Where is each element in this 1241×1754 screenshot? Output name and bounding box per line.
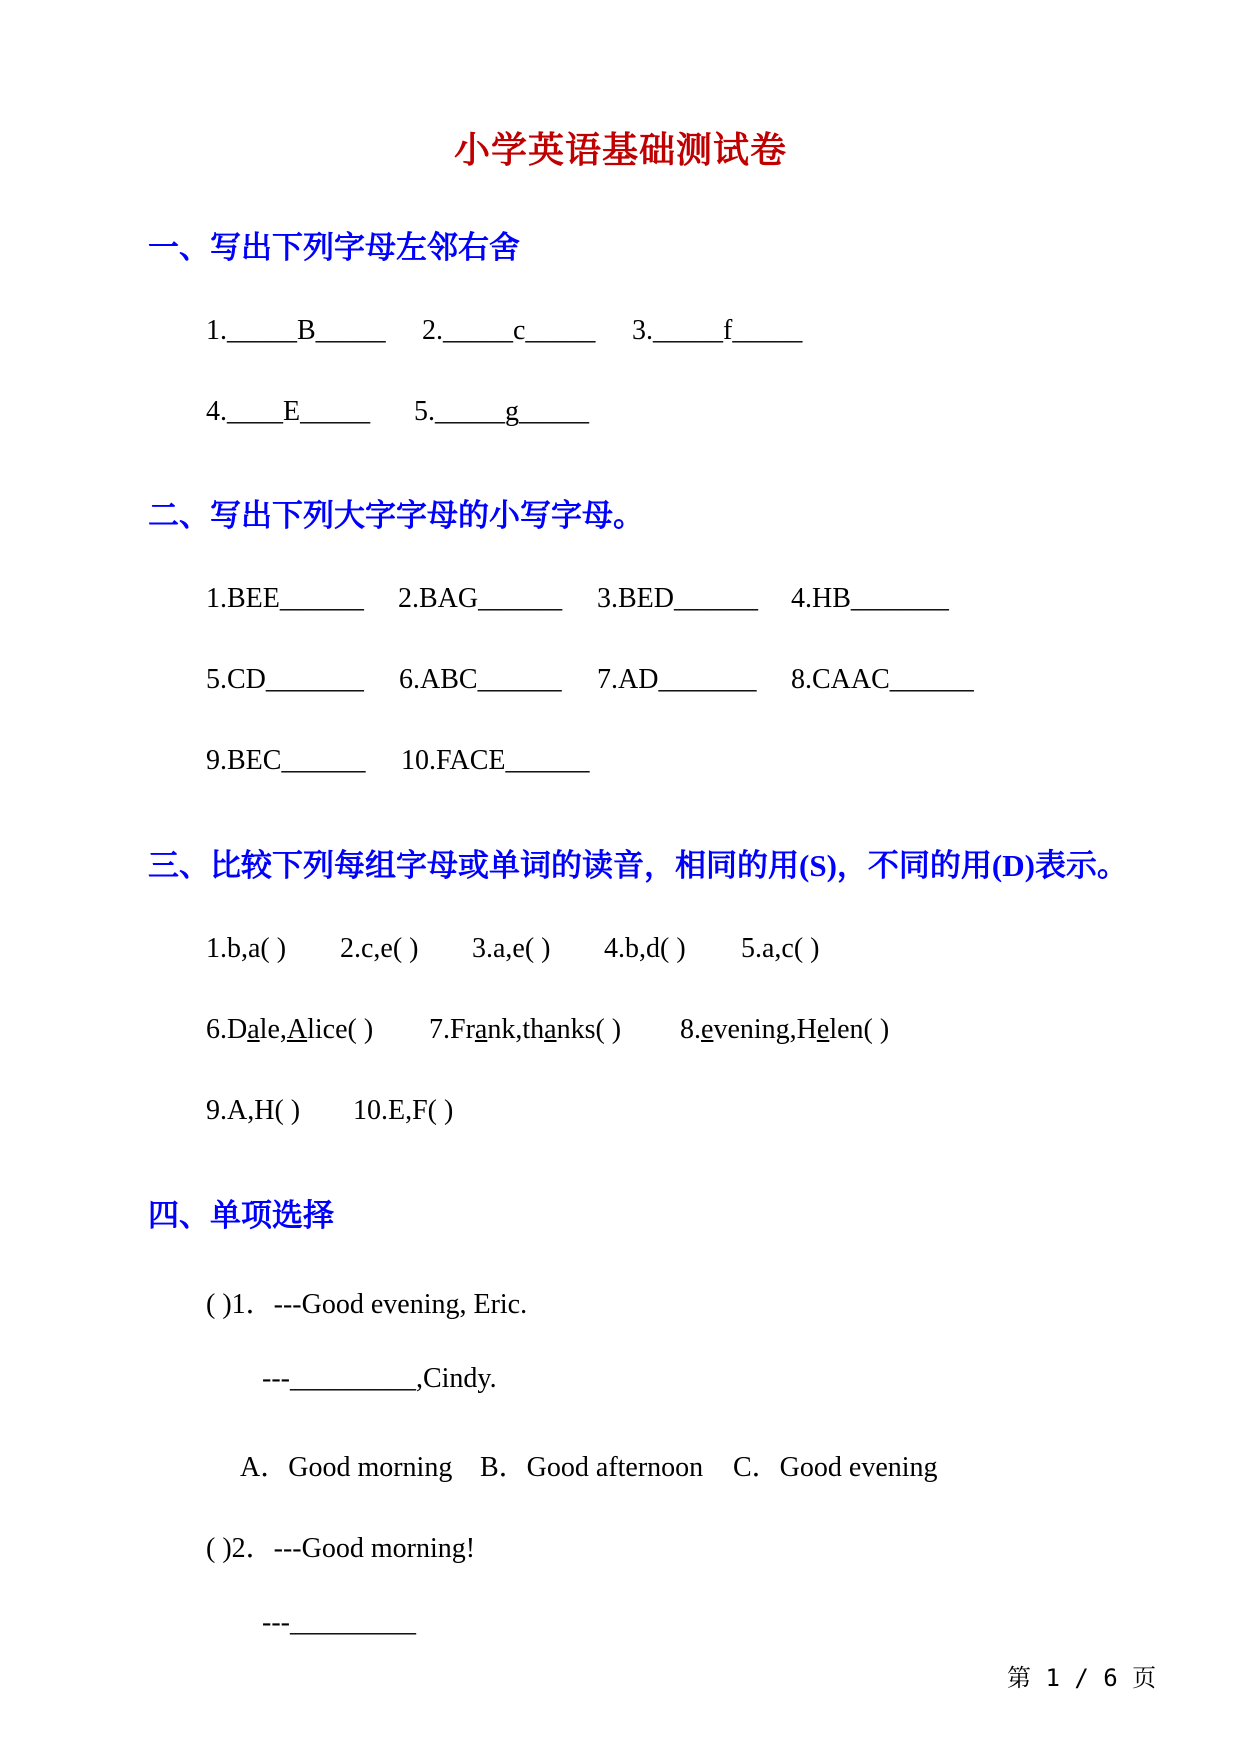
underlined-letter: a <box>474 1014 488 1045</box>
page-title: 小学英语基础测试卷 <box>453 130 787 171</box>
section-1-heading: 一、写出下列字母左邻右舍 <box>148 230 520 266</box>
text-part: le, <box>259 1014 287 1045</box>
question-1-answer: ---_________,Cindy. <box>262 1363 497 1394</box>
blank-item: 9.BEC______ <box>206 745 366 776</box>
text-part: 6.D <box>206 1014 248 1045</box>
text-part: len( ) <box>829 1014 890 1045</box>
compare-item: 3.a,e( ) <box>472 933 551 964</box>
question-1-stem: ( )1．---Good evening, Eric. <box>206 1289 528 1320</box>
blank-item: 3.BED______ <box>597 583 758 614</box>
text-part: vening,H <box>713 1014 817 1045</box>
blank-item: 4.____E_____ <box>206 396 371 427</box>
heading-text: (S) <box>799 848 837 883</box>
blank-item: 1._____B_____ <box>206 315 386 346</box>
blank-item: 3._____f_____ <box>632 315 803 346</box>
section-4-heading: 四、单项选择 <box>148 1198 334 1234</box>
heading-text: ，不同的用 <box>836 848 992 884</box>
underlined-letter: e <box>701 1014 714 1045</box>
compare-item <box>206 1014 373 1046</box>
option-b: B．Good afternoon <box>480 1452 704 1483</box>
heading-text: 三、比较下列每组字母或单词的读音，相同的用 <box>148 848 799 884</box>
blank-item: 2.BAG______ <box>398 583 563 614</box>
underlined-letter: A <box>286 1014 308 1045</box>
compare-item: 2.c,e( ) <box>340 933 419 964</box>
option-a: A．Good morning <box>240 1452 453 1483</box>
text-part: nk,th <box>487 1014 545 1045</box>
compare-item: 9.A,H( ) <box>206 1095 301 1126</box>
blank-item: 10.FACE______ <box>401 745 590 776</box>
blank-item: 4.HB_______ <box>791 583 949 614</box>
compare-item: 1.b,a( ) <box>206 933 287 964</box>
underlined-letter: a <box>544 1014 557 1045</box>
blank-item: 6.ABC______ <box>399 664 562 695</box>
question-2-answer: ---_________ <box>262 1607 416 1638</box>
compare-item <box>680 1014 889 1046</box>
compare-item: 4.b,d( ) <box>604 933 686 964</box>
text-part: lice( ) <box>307 1014 374 1045</box>
underlined-letter: e <box>816 1014 830 1045</box>
blank-item: 8.CAAC______ <box>791 664 974 695</box>
page-number: 第 1 / 6 页 <box>1007 1664 1157 1692</box>
text-part: nks( ) <box>556 1014 622 1045</box>
blank-item: 7.AD_______ <box>597 664 757 695</box>
question-2-stem: ( )2．---Good morning! <box>206 1533 476 1564</box>
compare-item <box>429 1014 621 1046</box>
section-2-heading: 二、写出下列大字字母的小写字母。 <box>148 498 644 534</box>
text-part: 7.Fr <box>429 1014 475 1045</box>
blank-item: 1.BEE______ <box>206 583 364 614</box>
section-3-heading <box>148 840 1128 885</box>
text-part: 8. <box>680 1014 701 1045</box>
compare-item: 10.E,F( ) <box>353 1095 454 1126</box>
blank-item: 5.CD_______ <box>206 664 364 695</box>
underlined-letter: a <box>247 1014 260 1045</box>
heading-text: 表示。 <box>1034 848 1128 884</box>
compare-item: 5.a,c( ) <box>741 933 820 964</box>
blank-item: 5._____g_____ <box>414 396 589 427</box>
heading-text: (D) <box>991 848 1035 883</box>
option-c: C．Good evening <box>733 1452 938 1483</box>
blank-item: 2._____c_____ <box>422 315 596 346</box>
